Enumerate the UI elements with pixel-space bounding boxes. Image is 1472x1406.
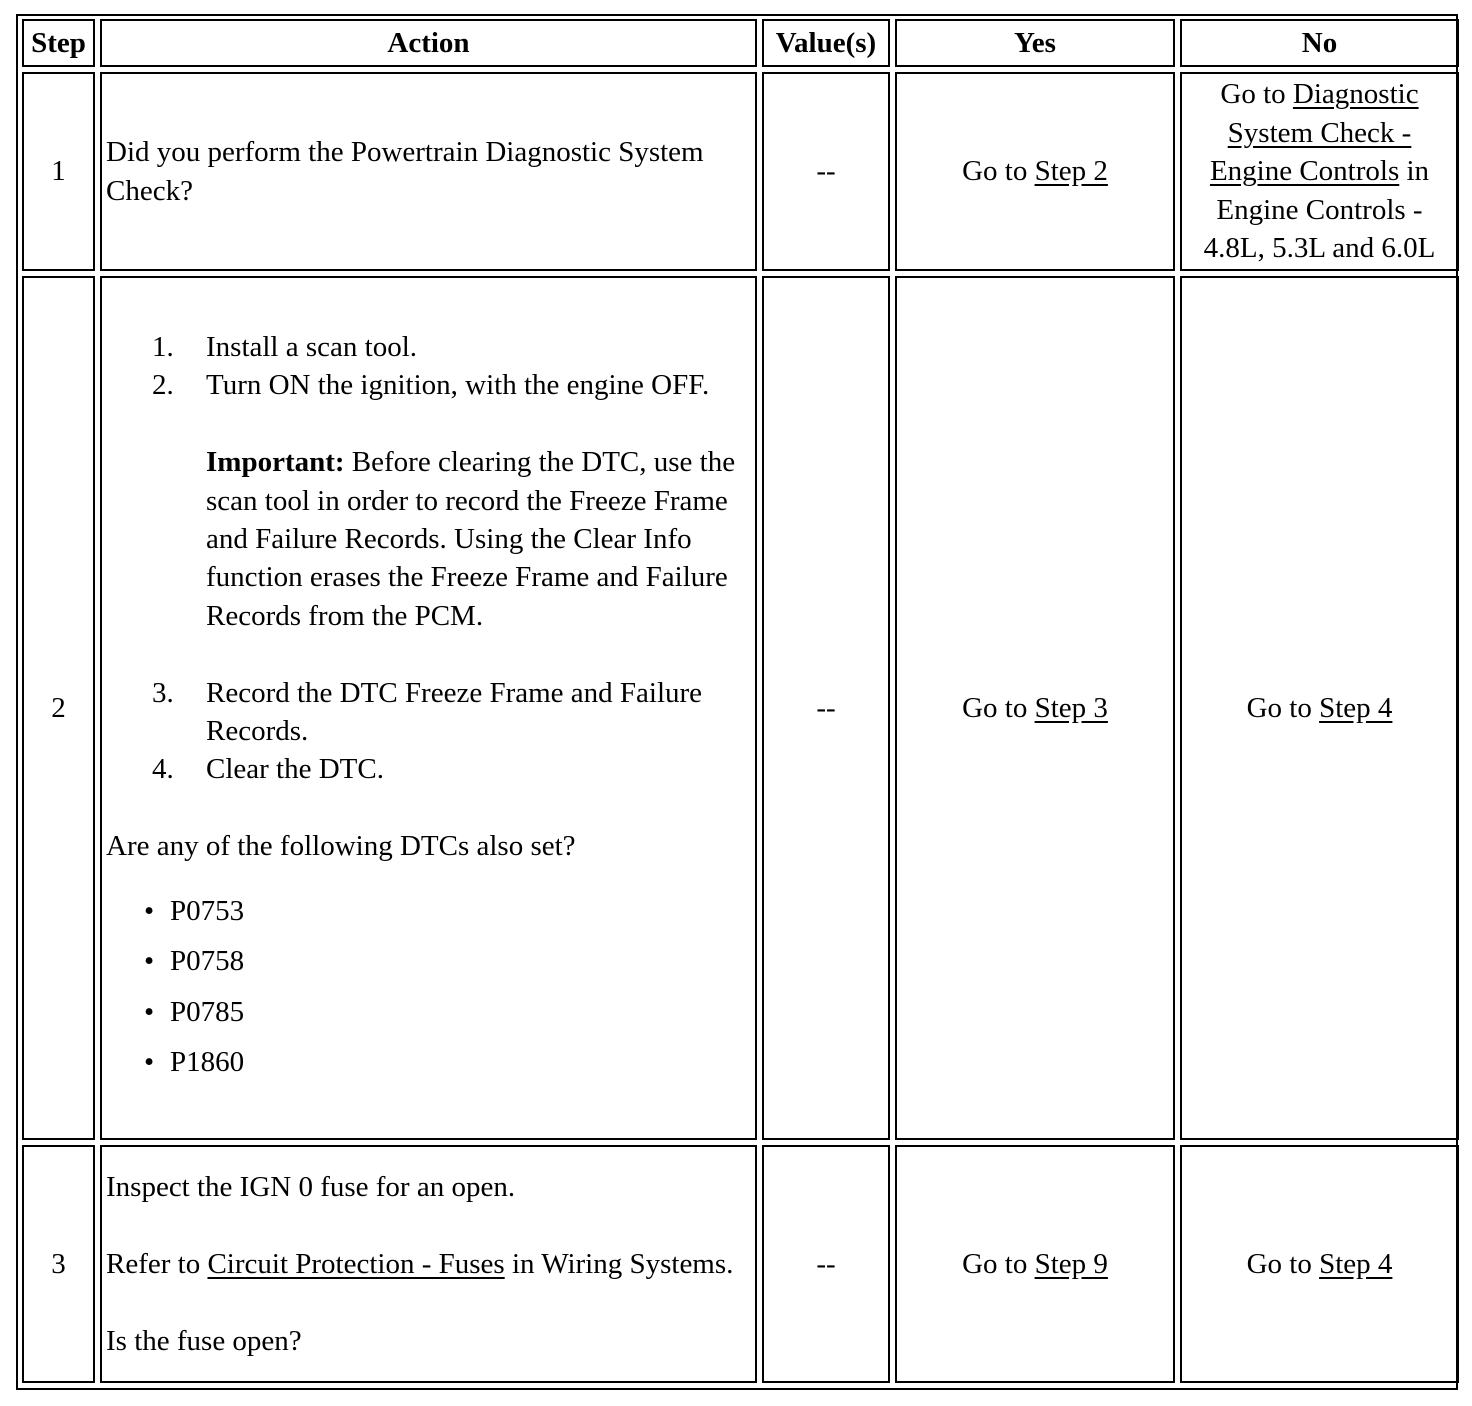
header-row — [22, 19, 1459, 67]
important-note — [206, 443, 751, 635]
spacer — [106, 1206, 751, 1244]
link-step-4[interactable]: Step 4 — [1319, 691, 1393, 724]
header-step: Step — [22, 19, 95, 67]
list-item — [152, 674, 751, 751]
action-cell — [100, 276, 757, 1140]
list-text: Record the DTC Freeze Frame and Failure Records. — [206, 676, 703, 748]
question-text: Is the fuse open? — [106, 1324, 302, 1357]
step-number: 2 — [22, 276, 95, 1140]
dtc-code: • P0753 — [170, 886, 751, 937]
list-number: 3. — [152, 676, 174, 709]
link-circuit-protection-fuses[interactable]: Circuit Protection - Fuses — [207, 1247, 505, 1280]
spacer — [106, 866, 751, 886]
yes-cell — [895, 72, 1175, 271]
value-cell: -- — [762, 72, 890, 271]
spacer — [206, 405, 751, 443]
value-cell: -- — [762, 276, 890, 1140]
list-text: Clear the DTC. — [206, 753, 384, 786]
important-text: Before clearing the DTC, use the scan tool in order to record the Freeze Frame and Failure Records. Using the Clear Info function erases the Freeze Frame and Failure Records from the PCM. — [206, 446, 736, 632]
yes-prefix: Go to — [962, 1247, 1028, 1280]
link-step-2[interactable]: Step 2 — [1034, 155, 1108, 188]
dtc-code: • P1860 — [170, 1037, 751, 1088]
header-values: Value(s) — [762, 19, 890, 67]
table-row — [22, 276, 1459, 1140]
value-cell: -- — [762, 1145, 890, 1383]
list-item — [152, 328, 751, 366]
procedure-list — [106, 328, 751, 789]
dtc-code: • P0758 — [170, 936, 751, 987]
no-cell — [1180, 72, 1459, 271]
link-step-4[interactable]: Step 4 — [1319, 1247, 1393, 1280]
action-text: Did you perform the Powertrain Diagnostic System Check? — [106, 136, 704, 207]
dtc-list — [106, 886, 751, 1088]
table-row — [22, 72, 1459, 271]
spacer — [106, 1283, 751, 1321]
no-prefix: Go to — [1220, 78, 1286, 111]
action-cell — [100, 1145, 757, 1383]
header-yes: Yes — [895, 19, 1175, 67]
yes-prefix: Go to — [962, 155, 1028, 188]
yes-cell — [895, 1145, 1175, 1383]
step-number: 3 — [22, 1145, 95, 1383]
link-step-3[interactable]: Step 3 — [1034, 691, 1108, 724]
list-number: 2. — [152, 369, 174, 402]
dtc-code: • P0785 — [170, 987, 751, 1038]
list-number: 1. — [152, 330, 174, 363]
list-text: Install a scan tool. — [206, 330, 418, 363]
question-text: Are any of the following DTCs also set? — [106, 830, 576, 863]
link-step-9[interactable]: Step 9 — [1034, 1247, 1108, 1280]
yes-prefix: Go to — [962, 691, 1028, 724]
refer-text — [106, 1245, 751, 1283]
list-item — [152, 366, 751, 673]
refer-prefix: Refer to — [106, 1247, 201, 1280]
no-cell — [1180, 276, 1459, 1140]
table-row — [22, 1145, 1459, 1383]
no-prefix: Go to — [1246, 691, 1312, 724]
inspect-text: Inspect the IGN 0 fuse for an open. — [106, 1171, 516, 1203]
no-prefix: Go to — [1246, 1247, 1312, 1280]
list-item — [152, 750, 751, 788]
header-action: Action — [100, 19, 757, 67]
no-cell — [1180, 1145, 1459, 1383]
refer-suffix: in Wiring Systems. — [511, 1247, 734, 1280]
step-number: 1 — [22, 72, 95, 271]
diagnostic-table-frame — [16, 14, 1458, 1390]
header-no: No — [1180, 19, 1459, 67]
spacer — [106, 789, 751, 827]
list-number: 4. — [152, 753, 174, 786]
link-diagnostic-system-check[interactable]: Diagnostic System Check - Engine Controls — [1209, 78, 1419, 188]
list-text: Turn ON the ignition, with the engine OFF. — [206, 369, 710, 402]
yes-cell — [895, 276, 1175, 1140]
diagnostic-table — [17, 14, 1464, 1388]
action-cell — [100, 72, 757, 271]
important-label: Important: — [206, 446, 345, 479]
spacer — [206, 635, 751, 673]
no-suffix: in Engine Controls - 4.8L, 5.3L and 6.0L — [1203, 155, 1436, 265]
